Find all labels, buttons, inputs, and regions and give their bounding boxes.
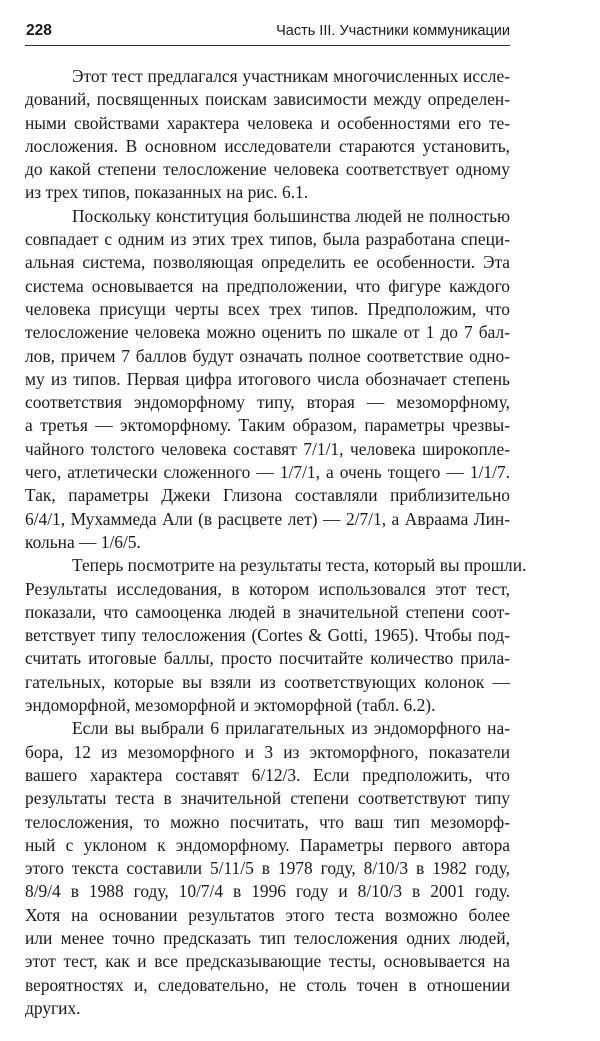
text-line: чайного толстого человека составят 7/1/1, человека широкопле-: [25, 438, 510, 459]
text-line: телосложения, то можно посчитать, что ваш тип мезоморф-: [25, 811, 510, 832]
text-line: телосложение человека можно оценить по шкале от 1 до 7 бал-: [25, 322, 510, 343]
text-line: из трех типов, показанных на рис. 6.1.: [25, 182, 309, 203]
paragraph-4: [25, 717, 510, 1020]
text-line: альная система, позволяющая определить ее особенности. Эта: [25, 252, 510, 273]
text-line: дований, посвященных поискам зависимости между определен-: [25, 89, 510, 110]
paragraph-2: [25, 205, 510, 554]
text-line: Поскольку конституция большинства людей не полностью: [72, 205, 510, 226]
body-text: [25, 65, 527, 1020]
text-line: гательных, которые вы взяли из соответствующих колонок —: [25, 671, 510, 692]
text-line: бора, 12 из мезоморфного и 3 из эктоморфного, показатели: [25, 741, 510, 762]
text-line: этого текста составили 5/11/5 в 1978 году, 8/10/3 в 1982 году,: [25, 858, 510, 879]
text-line: ный с уклоном к эндоморфному. Параметры первого автора: [25, 834, 510, 855]
text-line: му из типов. Первая цифра итогового числа обозначает степень: [25, 368, 510, 389]
text-line: Этот тест предлагался участникам многочисленных иссле-: [72, 66, 510, 86]
text-line: лосложения. В основном исследователи стараются установить,: [25, 135, 510, 156]
header-rule: [25, 45, 510, 46]
text-line: Так, параметры Джеки Глизона составляли приблизительно: [25, 485, 510, 506]
text-line: Хотя на основании результатов этого теста возможно более: [25, 904, 510, 925]
text-line: считать итоговые баллы, просто посчитайте количество прила-: [25, 648, 510, 669]
text-line: 6/4/1, Мухаммеда Али (в расцвете лет) — 2/7/1, а Авраама Лин-: [25, 508, 510, 529]
text-line: вашего характера составят 6/12/3. Если предположить, что: [25, 764, 510, 785]
text-line: Если вы выбрали 6 прилагательных из эндоморфного на-: [72, 718, 510, 739]
text-line: показали, что самооценка людей в значительной степени соот-: [25, 601, 510, 622]
text-line: эндоморфной, мезоморфной и эктоморфной (табл. 6.2).: [25, 695, 436, 716]
text-line: соответствия эндоморфному типу, вторая — мезоморфному,: [25, 392, 510, 413]
text-line: система основывается на предположении, что фигуре каждого: [25, 275, 510, 296]
text-line: этот тест, как и все предсказывающие тесты, основывается на: [25, 951, 510, 972]
text-line: до какой степени телосложение человека соответствует одному: [25, 159, 510, 180]
text-line: других.: [25, 997, 81, 1018]
paragraph-1: [25, 65, 510, 205]
text-line: совпадает с одним из этих трех типов, была разработана специ-: [25, 229, 510, 250]
page-number: 228: [26, 22, 52, 39]
text-line: кольна — 1/6/5.: [25, 531, 141, 552]
text-line: чего, атлетически сложенного — 1/7/1, а очень тощего — 1/1/7.: [25, 462, 510, 483]
page-header: [25, 20, 510, 44]
text-line: человека присущи черты всех трех типов. Предположим, что: [25, 298, 510, 319]
text-line: вероятностях и, следовательно, не столь точен в отношении: [25, 974, 510, 995]
text-line: результаты теста в значительной степени соответствуют типу: [25, 788, 510, 809]
text-line: а третья — эктоморфному. Таким образом, параметры чрезвы-: [25, 415, 510, 436]
paragraph-3: [25, 554, 527, 717]
text-line: ными свойствами характера человека и особенностями его те-: [25, 112, 510, 133]
text-line: ветствует типу телосложения (Cortes & Gotti, 1965). Чтобы под-: [25, 625, 510, 646]
text-line: или менее точно предсказать тип телосложения одних людей,: [25, 927, 510, 948]
text-line: лов, причем 7 баллов будут означать полное соответствие одно-: [25, 345, 510, 366]
running-title: Часть III. Участники коммуникации: [276, 23, 510, 39]
text-line: Теперь посмотрите на результаты теста, который вы прошли.: [72, 555, 527, 576]
text-line: Результаты исследования, в котором использовался этот тест,: [25, 578, 510, 599]
text-line: 8/9/4 в 1988 году, 10/7/4 в 1996 году и 8/10/3 в 2001 году.: [25, 881, 510, 902]
